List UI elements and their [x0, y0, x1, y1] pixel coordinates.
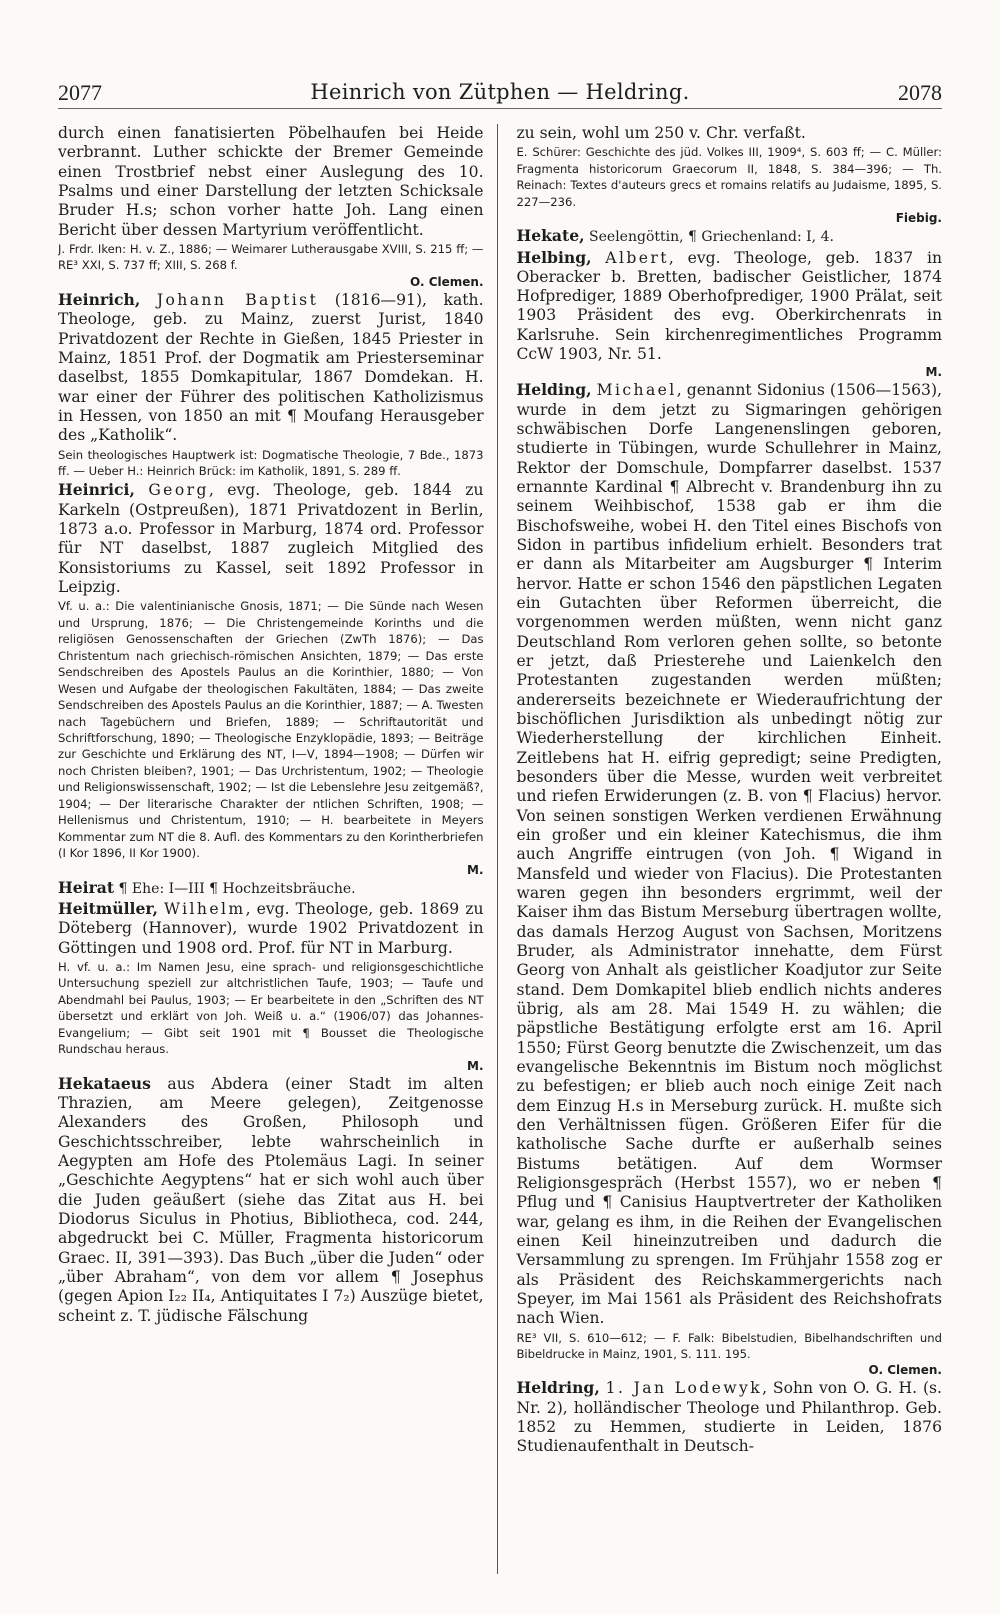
bibliography: E. Schürer: Geschichte des jüd. Volkes III, 1909⁴, S. 603 ff; — C. Müller: Fragmenta historicorum Graecorum II, 1848, S. 384—396; — Th. Reinach: Textes d'auteurs grecs et romains relatifs au Judaisme, 1895, S. 227—236. — [516, 145, 942, 209]
bibliography: Sein theologisches Hauptwerk ist: Dogmatische Theologie, 7 Bde., 1873 ff. — Ueber H.: Heinrich Brück: im Katholik, 1891, S. 289 ff. — [58, 447, 484, 478]
entry-forename: Albert — [605, 248, 669, 267]
page-number-left: 2077 — [58, 80, 102, 105]
page-number-right: 2078 — [897, 80, 942, 105]
right-column — [516, 124, 942, 1568]
author-signature: Fiebig. — [895, 211, 942, 226]
cross-reference: ¶ Ehe: I—III ¶ Hochzeitsbräuche. — [114, 880, 356, 897]
bibliography: RE³ VII, S. 610—612; — F. Falk: Bibelstudien, Bibelhandschriften und Bibeldrucke in Mainz, 1901, S. 111. 195. — [516, 1330, 942, 1361]
column-divider — [497, 124, 509, 1574]
entry-heitmueller — [58, 899, 484, 958]
entry-helbing — [516, 248, 942, 365]
entry-lemma: Heitmüller, — [58, 898, 158, 918]
entry-lemma: Helding, — [516, 380, 592, 400]
running-title: Heinrich von Zütphen — Heldring. — [310, 80, 690, 104]
page-header — [58, 72, 942, 109]
entry-lemma: Hekataeus — [58, 1073, 151, 1093]
entry-forename: Johann Baptist — [156, 290, 319, 309]
entry-lemma: Heirat — [58, 877, 115, 897]
entry-hekate — [516, 226, 942, 246]
entry-lemma: Hekate, — [516, 226, 585, 246]
author-signature: O. Clemen. — [868, 1363, 942, 1378]
entry-heinrici — [58, 480, 484, 597]
entry-text: , Sohn von O. G. H. (s. Nr. 2), holländischer Theologe und Philanthrop. Geb. 1852 zu Hemmen, studierte in Leiden, 1876 Studienaufenthalt in Deutsch- — [516, 1379, 942, 1456]
bibliography: H. vf. u. a.: Im Namen Jesu, eine sprach- und religionsgeschichtliche Untersuchung speziell zur altchristlichen Taufe, 1903; — Taufe und Abendmahl bei Paulus, 1903; — Er bearbeitete in den „Schriften des NT übersetzt und erklärt von Joh. Weiß u. a.“ (1906/07) das Johannes-Evangelium; — Gibt seit 1901 mit ¶ Bousset die Theologische Rundschau heraus. — [58, 959, 484, 1057]
entry-lemma: Heinrici, — [58, 480, 135, 500]
entry-text: , evg. Theologe, geb. 1869 zu Döteberg (Hannover), wurde 1902 Privatdozent in Göttingen und 1908 ord. Prof. für NT in Marburg. — [58, 899, 484, 957]
left-column — [58, 124, 484, 1568]
entry-text: , evg. Theologe, geb. 1844 zu Karkeln (Ostpreußen), 1871 Privatdozent in Berlin, 1873 a.o. Professor in Marburg, 1874 ord. Professor für NT daselbst, 1887 zugleich Mitglied des Konsistoriums zu Kassel, seit 1892 Professor in Leipzig. — [58, 481, 484, 597]
entry-heldring — [516, 1378, 942, 1456]
author-signature: M. — [467, 1058, 484, 1073]
entry-text: (1816—91), kath. Theologe, geb. zu Mainz, zuerst Jurist, 1840 Privatdozent der Rechte in Gießen, 1845 Priester in Mainz, 1851 Prof. der Dogmatik am Priesterseminar daselbst, 1855 Domkapitular, 1867 Domdekan. H. war einer der Führer des politischen Katholizismus in Hessen, von 1850 an mit ¶ Moufang Herausgeber des „Katholik“. — [58, 290, 484, 445]
author-signature: M. — [467, 862, 484, 877]
entry-heinrich — [58, 290, 484, 446]
author-signature: O. Clemen. — [410, 274, 484, 289]
entry-lemma: Helbing, — [516, 247, 592, 267]
entry-text: aus Abdera (einer Stadt im alten Thrazien, am Meere gelegen), Zeitgenosse Alexanders des Großen, Philosoph und Geschichtsschreiber, lebte wahrscheinlich in Aegypten am Hofe des Ptolemäus Lagi. In seiner „Geschichte Aegyptens“ hat er sich wohl auch über die Juden geäußert (siehe das Zitat aus H. bei Diodorus Siculus in Photius, Bibliotheca, cod. 244, abgedruckt bei C. Müller, Fragmenta historicorum Graec. II, 391—393). Das Buch „über die Juden“ oder „über Abraham“, von dem vor allem ¶ Josephus (gegen Apion I₂₂ II₄, Antiquitates I 7₂) Auszüge bietet, scheint z. T. jüdische Fälschung — [58, 1074, 484, 1325]
entry-helding — [516, 380, 942, 1328]
author-signature: M. — [925, 365, 942, 380]
entry-forename: Michael — [596, 381, 677, 400]
entry-forename: 1. Jan Lodewyk — [605, 1379, 763, 1398]
entry-heirat — [58, 878, 484, 898]
cross-reference: Seelengöttin, ¶ Griechenland: I, 4. — [584, 229, 834, 246]
entry-text: , genannt Sidonius (1506—1563), wurde in dem jetzt zu Sigmaringen gehörigen schwäbischen Dorfe Langenenslingen geboren, studierte in Tübingen, wurde Schullehrer in Mainz, Rektor der Domschule, Dompfarrer daselbst. 1537 ernannte Kardinal ¶ Albrecht v. Brandenburg ihn zu seinem Weihbischof, 1538 gab er ihm die Bischofsweihe, wobei H. den Titel eines Bischofs von Sidon in partibus infidelium erhielt. Besonders trat er dann als Mitarbeiter am Augsburger ¶ Interim hervor. Hatte er schon 1546 den päpstlichen Legaten ein Gutachten über Reformen überreicht, die vorgenommen werden müßten, wenn nicht ganz Deutschland Rom verloren gehen sollte, so betonte er jetzt, daß Priesterehe und Laienkelch den Protestanten zugestanden werden müßten; andererseits bezeichnete er Wiederaufrichtung der bischöflichen Jurisdiktion als unbedingt nötig zur Wiederherstellung der kirchlichen Einheit. Zeitlebens hat H. eifrig gepredigt; seine Predigten, besonders über die Messe, wurden weit verbreitet und riefen Erwiderungen (z. B. von ¶ Flacius) hervor. Von seinen sonstigen Werken verdienen Erwähnung ein großer und ein kleiner Katechismus, die ihm auch Angriffe eintrugen (von Joh. ¶ Wigand in Mansfeld und wieder von Flacius). Die Protestanten waren gegen ihn besonders ergrimmt, weil der Kaiser ihm das Bistum Merseburg übertragen wollte, das damals Herzog August von Sachsen, Moritzens Bruder, als Administrator innehatte, dem Fürst Georg von Anhalt als geistlicher Koadjutor zur Seite stand. Dem Domkapitel blieb endlich nichts anderes übrig, als am 28. Mai 1549 H. zu wählen; die päpstliche Bestätigung erfolgte erst am 16. April 1550; Fürst Georg benutzte die Zwischenzeit, um das evangelische Bekenntnis im Bistum noch möglichst zu befestigen; er blieb auch noch einige Zeit nach dem Einzug H.s in Merseburg zurück. H. mußte sich den Verhältnissen fügen. Größeren Eifer für die katholische Sache durfte er außerhalb seines Bistums betätigen. Auf dem Wormser Religionsgespräch (Herbst 1557), wo er neben ¶ Pflug und ¶ Canisius Hauptvertreter der Katholiken war, gelang es ihm, in die Reihen der Evangelischen einen Keil hineinzutreiben und dadurch die Versammlung zu sprengen. Im Frühjahr 1558 zog er als Präsident des Reichskammergerichts nach Speyer, im Mai 1561 als Präsident des Reichshofrats nach Wien. — [516, 381, 942, 1328]
entry-lemma: Heldring, — [516, 1378, 600, 1398]
entry-text: , evg. Theologe, geb. 1837 in Oberacker b. Bretten, badischer Geistlicher, 1874 Hofprediger, 1889 Oberhofprediger, 1900 Prälat, seit 1903 Präsident des evg. Oberkirchenrats in Karlsruhe. Sein kirchenregimentliches Programm CcW 1903, Nr. 51. — [516, 248, 942, 364]
entry-continuation: zu sein, wohl um 250 v. Chr. verfaßt. — [516, 124, 806, 142]
two-column-body — [58, 124, 942, 1574]
entry-hekataeus — [58, 1074, 484, 1326]
bibliography: Vf. u. a.: Die valentinianische Gnosis, 1871; — Die Sünde nach Wesen und Ursprung, 1876; — Die Christengemeinde Korinths und die religiösen Genossenschaften der Griechen (ZwTh 1876); — Das Christentum nach griechisch-römischen Ansichten, 1879; — Das erste Sendschreiben des Apostels Paulus an die Korinthier, 1880; — Von Wesen und Aufgabe der theologischen Fakultäten, 1884; — Das zweite Sendschreiben des Apostels Paulus an die Korinthier, 1887; — A. Twesten nach Tagebüchern und Briefen, 1889; — Schriftautorität und Schriftforschung, 1890; — Theologische Enzyklopädie, 1893; — Beiträge zur Geschichte und Erklärung des NT, I—V, 1894—1908; — Dürfen wir noch Christen bleiben?, 1901; — Das Urchristentum, 1902; — Theologie und Religionswissenschaft, 1902; — Ist die Lebenslehre Jesu zeitgemäß?, 1904; — Der literarische Charakter der ntlichen Schriften, 1908; — Hellenismus und Christentum, 1910; — H. bearbeitete in Meyers Kommentar zum NT die 8. Aufl. des Kommentars zu den Korintherbriefen (I Kor 1896, II Kor 1900). — [58, 599, 484, 861]
entry-lemma: Heinrich, — [58, 289, 141, 309]
entry-forename: Georg — [148, 481, 209, 500]
entry-continuation: durch einen fanatisierten Pöbelhaufen bei Heide verbrannt. Luther schickte der Bremer Gemeinde einen Trostbrief nebst einer Auslegung des 10. Psalms und einer Darstellung der letzten Schicksale Bruder H.s; schon vorher hatte Joh. Lang einen Bericht über dessen Martyrium veröffentlicht. — [58, 124, 484, 239]
entry-forename: Wilhelm — [163, 899, 246, 918]
bibliography: J. Frdr. Iken: H. v. Z., 1886; — Weimarer Lutherausgabe XVIII, S. 215 ff; — RE³ XXI, S. 737 ff; XIII, S. 268 f. — [58, 241, 484, 273]
